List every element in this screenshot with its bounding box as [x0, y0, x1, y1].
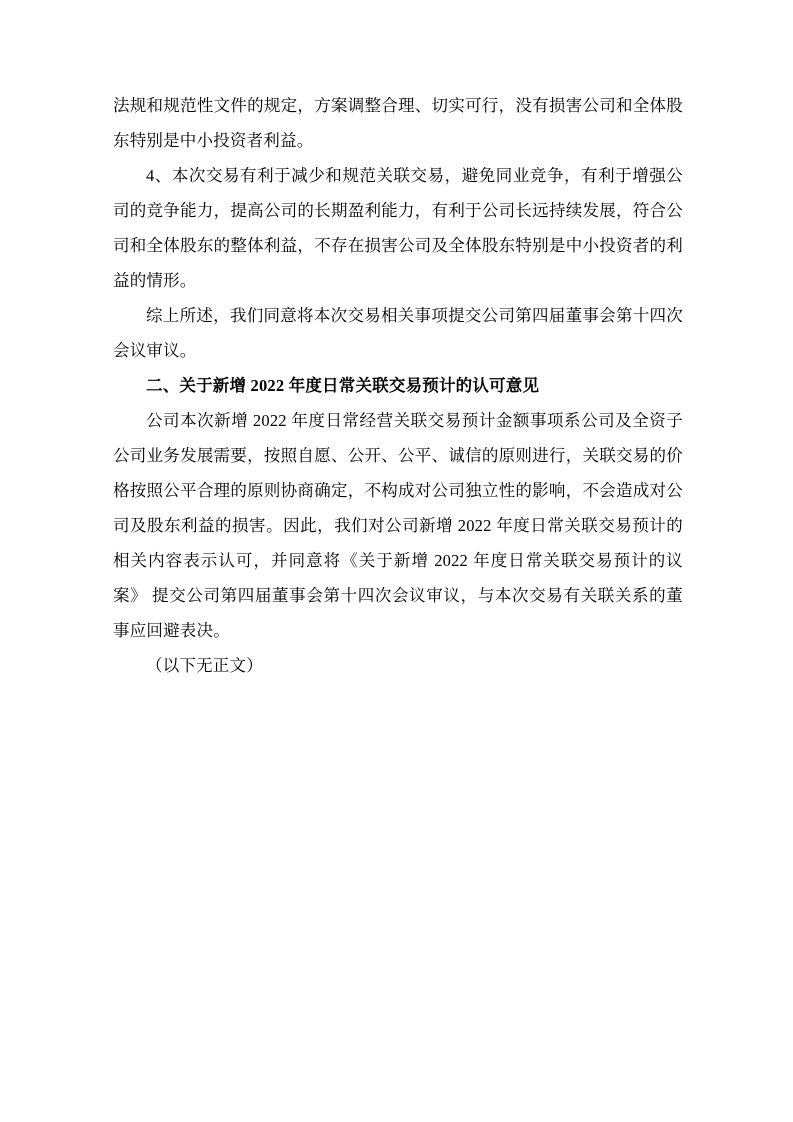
paragraph-continuation: 法规和规范性文件的规定，方案调整合理、切实可行，没有损害公司和全体股东特别是中小投资者利益。: [113, 96, 683, 150]
section-heading-two: 二、关于新增 2022 年度日常关联交易预计的认可意见: [146, 376, 540, 395]
document-body: [113, 88, 683, 683]
paragraph-no-text-below: （以下无正文）: [146, 656, 263, 675]
paragraph-related-transactions: 公司本次新增 2022 年度日常经营关联交易预计金额事项系公司及全资子公司业务发展需要，按照自愿、公开、公平、诚信的原则进行，关联交易的价格按照公平合理的原则协商确定，不构成对公司独立性的影响，不会造成对公司及股东利益的损害。因此，我们对公司新增 2022 年度日常关联交易预计的相关内容表示认可，并同意将《关于新增 2022 年度日常关联交易预计的议案》 提交公司第四届董事会第十四次会议审议，与本次交易有关联关系的董事应回避表决。: [113, 411, 683, 640]
paragraph-conclusion: 综上所述，我们同意将本次交易相关事项提交公司第四届董事会第十四次会议审议。: [113, 306, 683, 360]
paragraph-item-4: 4、本次交易有利于减少和规范关联交易，避免同业竞争，有利于增强公司的竞争能力，提高公司的长期盈利能力，有利于公司长远持续发展，符合公司和全体股东的整体利益，不存在损害公司及全体股东特别是中小投资者的利益的情形。: [113, 166, 683, 290]
